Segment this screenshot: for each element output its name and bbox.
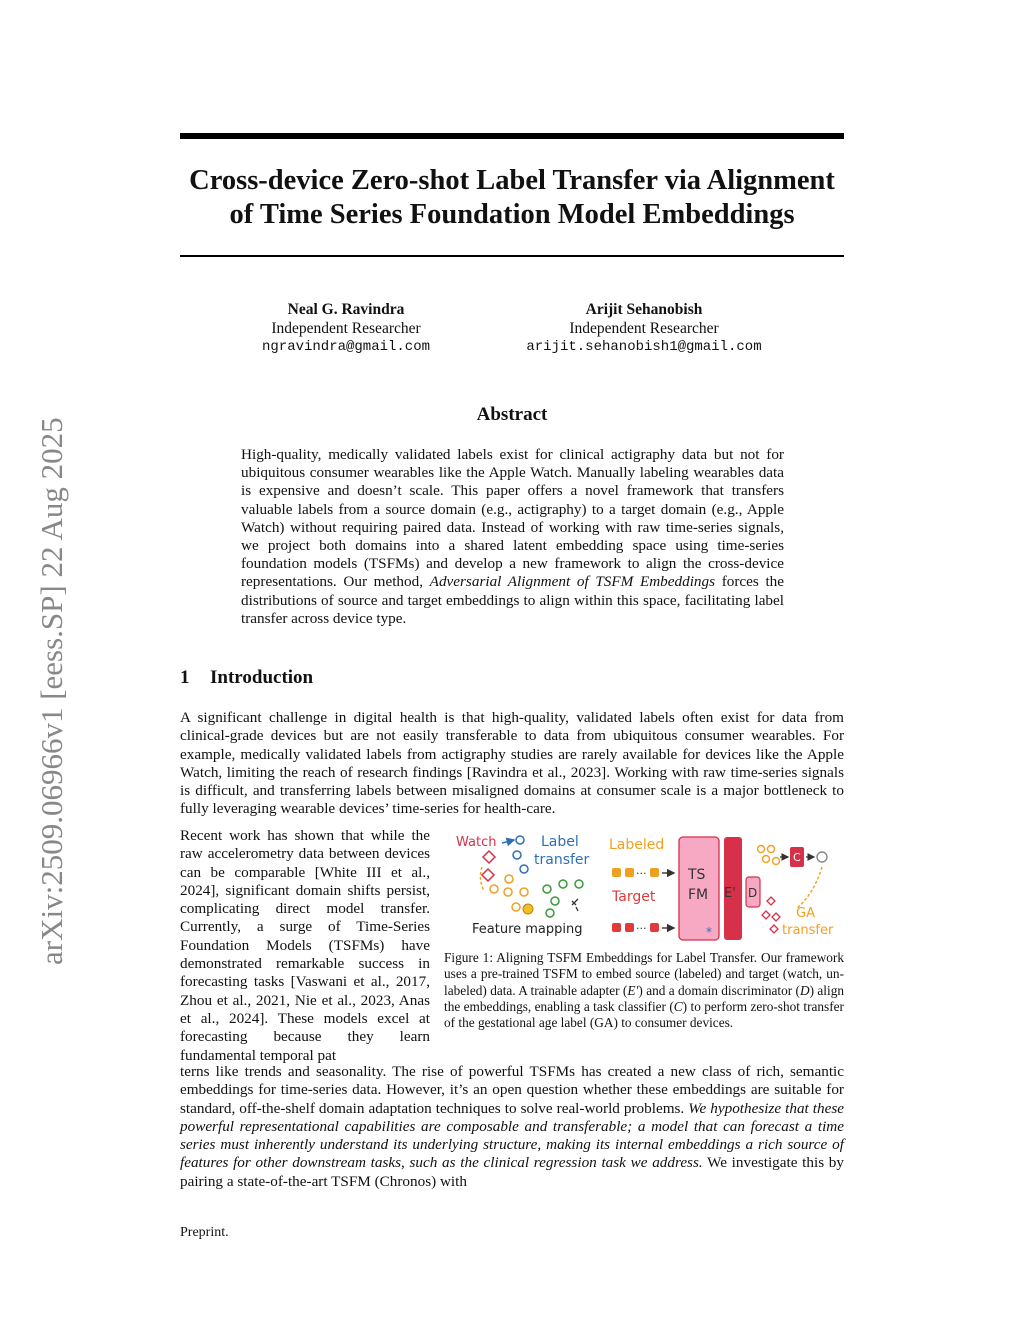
fig-dot-icon: [513, 851, 521, 859]
intro-paragraph-1: A significant challenge in digital health is that high-quality, validated labels often exist for data from clinical-grade devices but are not easily transferable to data from ubiquitous consumer wearables. For example, medically validated labels from actigraphy studies are rarely available for devices like the Apple Watch, limiting the reach of research findings [Ravindra et al., 2023]. Working with raw time-series signals is difficult, and transferring labels between misaligned domains at consumer scale is a major bottleneck to fully leveraging wearable devices’ time-series for health-care.: [180, 709, 844, 818]
fig-d-label: D: [748, 886, 758, 900]
section-heading: [180, 667, 313, 689]
author-affiliation: Independent Researcher: [569, 320, 719, 337]
intro-hypothesis: We hypothesize that these powerful representational capabilities are composable and transferable; a model that can forecast a time series must inherently understand its underlying structure, making its internal embeddings a rich source of features for other downstream tasks, such as the clinical regression task we address.: [180, 1099, 844, 1172]
caption-part-1: Figure 1: Aligning TSFM Embeddings for Label Transfer. Our framework uses a pre-trained TSFM to embed source (labeled) and target (watch, un-labeled) data. A trainable adapter (: [444, 950, 844, 998]
fig-dot-icon: [768, 846, 775, 853]
fig-labeled-label: Labeled: [609, 837, 665, 853]
fig-ts-label: TS: [688, 867, 706, 883]
fig-diamond-icon: [772, 913, 780, 921]
author-name: Arijit Sehanobish: [585, 301, 703, 318]
caption-part-3: ) align the embeddings, enabling a task classifier (: [444, 982, 844, 1014]
fig-target-label: Target: [612, 889, 656, 905]
fig-feature-mapping: Feature mapping: [472, 922, 583, 937]
fig-diamond-icon: [762, 911, 770, 919]
abstract-part-1: High-quality, medically validated labels exist for clinical actigraphy data but not for ubiquitous consumer wearables like the Apple Watch. Manually labeling wearables data is expensive and doesn’t scale. This paper offers a novel framework that transfers valuable labels from a source domain (e.g., actigraphy) to a target domain (e.g., Apple Watch) without requiring paired data. Instead of working with raw time-series signals, we project both domains into a shared latent embedding space using time-series foundation models (TSFMs) and develop a new framework to align the cross-device representations. Our method,: [241, 446, 784, 591]
author-email[interactable]: arijit.sehanobish1@gmail.com: [526, 339, 762, 355]
fig-watch-label: Watch: [456, 835, 497, 850]
author-name: Neal G. Ravindra: [287, 301, 405, 318]
arxiv-id: arXiv:2509.06966v1 [eess.SP] 22 Aug 2025: [34, 417, 69, 965]
fig-e-prime-label: E': [724, 886, 736, 901]
fig-dot-icon: [520, 888, 528, 896]
intro-para2-part-1: terns like trends and seasonality. The rise of powerful TSFMs has created a new class of rich, semantic embeddings for time-series data. However, it’s an open question whether these embeddings are suitable for standard, off-the-shelf domain adaptation techniques to solve real-world problems.: [180, 1063, 844, 1117]
fig-arrow-icon: [796, 867, 822, 909]
title-line-2: of Time Series Foundation Model Embeddings: [229, 199, 795, 230]
fig-square-icon: [612, 923, 621, 932]
fig-square-icon: [650, 868, 659, 877]
fig-square-icon: [650, 923, 659, 932]
figure-1-caption: [444, 950, 844, 1031]
caption-symbol-c: C: [673, 998, 683, 1014]
caption-symbol-d: D: [800, 982, 810, 998]
fig-diamond-icon: [482, 869, 494, 881]
fig-square-icon: [625, 868, 634, 877]
fig-dot-icon: [520, 865, 528, 873]
fig-c-label: C: [793, 851, 801, 864]
section-number: 1: [180, 667, 190, 688]
fig-dot-icon: [523, 904, 533, 914]
fig-dot-icon: [516, 836, 524, 844]
fig-dot-icon: [559, 880, 567, 888]
caption-symbol-e: E′: [627, 982, 639, 998]
fig-dot-icon: [543, 885, 551, 893]
fig-arrow-icon: [502, 840, 514, 843]
footer-preprint: Preprint.: [180, 1225, 229, 1240]
fig-ellipsis: ···: [636, 922, 647, 935]
figure-1: [444, 829, 844, 944]
fig-arrow-icon: [480, 867, 484, 891]
title-bottom-rule: [180, 255, 844, 257]
paper-title: [180, 164, 844, 232]
fig-dot-icon: [490, 885, 498, 893]
fig-dot-icon: [512, 903, 520, 911]
fig-ga-label: GA: [796, 906, 815, 921]
fig-dot-icon: [758, 846, 765, 853]
fig-square-icon: [612, 868, 621, 877]
fig-fm-label: FM: [688, 887, 709, 903]
fig-ellipsis: ···: [636, 867, 647, 880]
abstract-heading: Abstract: [476, 404, 548, 425]
author-email[interactable]: ngravindra@gmail.com: [261, 339, 431, 355]
fig-diamond-icon: [483, 851, 495, 863]
fig-asterisk: *: [706, 925, 712, 939]
fig-diamond-icon: [767, 897, 775, 905]
section-title: Introduction: [210, 667, 314, 688]
fig-dot-icon: [505, 875, 513, 883]
fig-runner-icon: [572, 899, 578, 911]
fig-dot-icon: [763, 856, 770, 863]
fig-dot-icon: [575, 880, 583, 888]
abstract-text: [241, 446, 784, 628]
fig-gear-icon: [817, 852, 827, 862]
fig-label-transfer-1: Label: [541, 834, 579, 850]
fig-dot-icon: [551, 897, 559, 905]
author-affiliation: Independent Researcher: [271, 320, 421, 337]
title-line-1: Cross-device Zero-shot Label Transfer via Alignment: [189, 165, 835, 196]
fig-dot-icon: [773, 858, 780, 865]
fig-label-transfer-2: transfer: [534, 852, 590, 868]
caption-part-2: ) and a domain discriminator (: [638, 982, 800, 998]
fig-dot-icon: [504, 888, 512, 896]
author-block-2: [484, 300, 804, 357]
intro-para2-part-2: We investigate this by pairing a state-of-the-art TSFM (Chronos) with: [180, 1154, 844, 1190]
author-block-1: [186, 300, 506, 357]
intro-paragraph-2: [180, 1063, 844, 1191]
title-top-rule: [180, 133, 844, 139]
abstract-part-2: forces the distributions of source and target embeddings to align within this space, facilitating label transfer across device type.: [241, 573, 784, 627]
fig-transfer-label: transfer: [782, 923, 834, 938]
intro-wrapped-text: Recent work has shown that while the raw accelerometry data between devices can be comparable [White III et al., 2024], significant domain shifts persist, complicating direct model transfer. Currently, a surge of Time-Series Foundation Models (TSFMs) have demonstrated remarkable success in forecasting tasks [Vaswani et al., 2017, Zhou et al., 2021, Nie et al., 2023, Anas et al., 2024]. These models excel at forecasting because they learn fundamental temporal pat: [180, 827, 430, 1064]
arxiv-stamp: [18, 360, 78, 970]
fig-square-icon: [625, 923, 634, 932]
abstract-method-name: Adversarial Alignment of TSFM Embeddings: [429, 573, 716, 591]
fig-diamond-icon: [770, 925, 778, 933]
caption-part-4: ) to perform zero-shot transfer of the gestational age label (GA) to consumer devices.: [444, 998, 844, 1031]
fig-dot-icon: [546, 909, 554, 917]
